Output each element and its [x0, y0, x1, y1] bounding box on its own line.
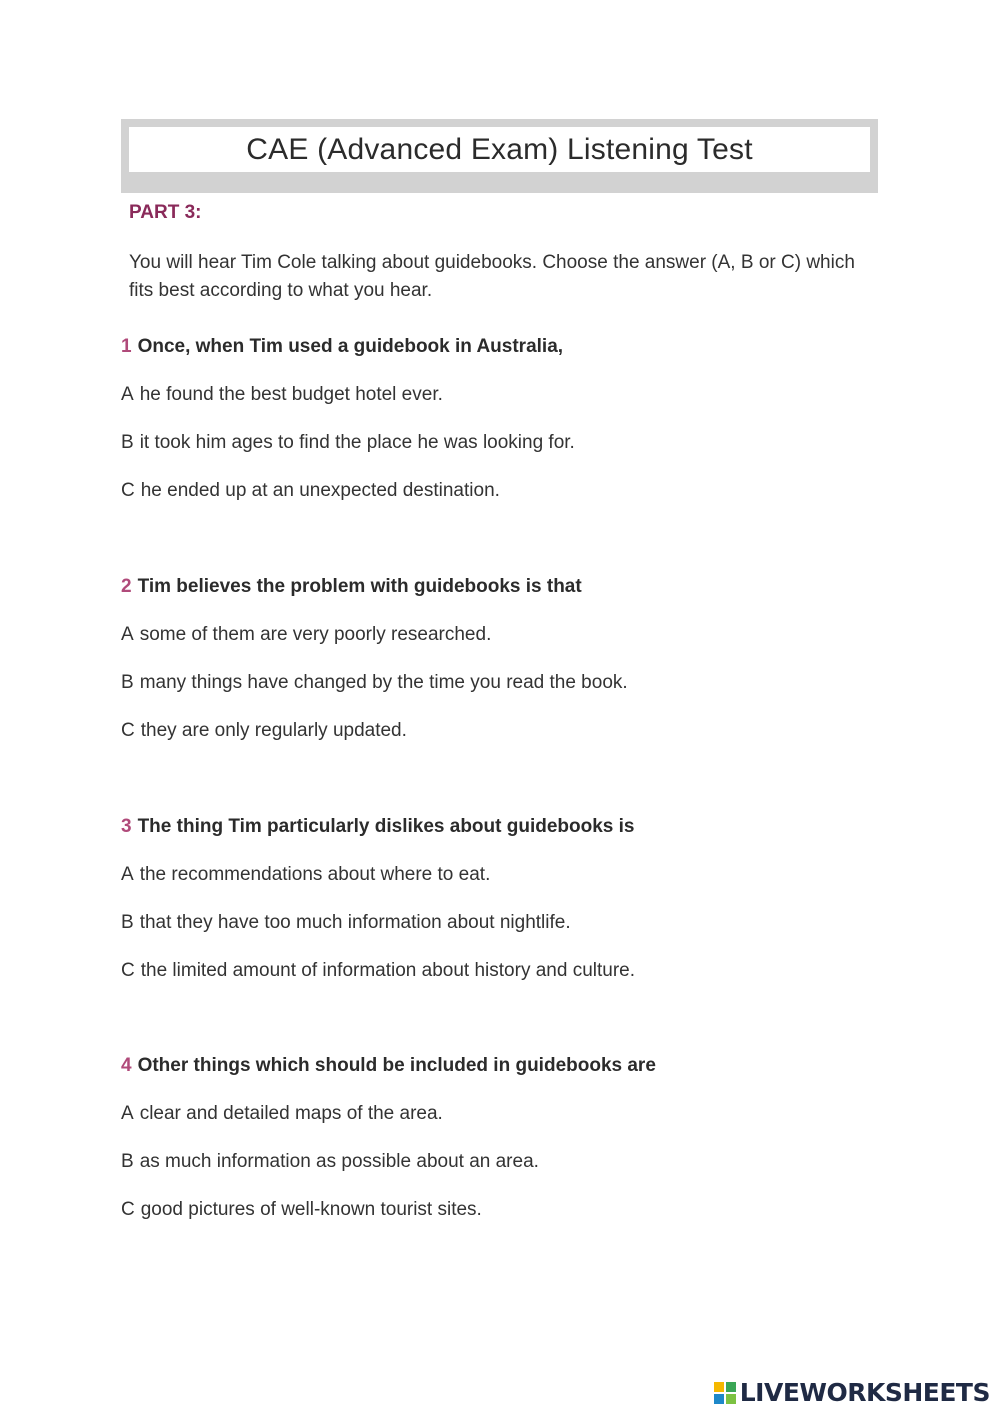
question-text: Tim believes the problem with guidebooks is that: [137, 576, 582, 597]
option-letter: C: [121, 720, 135, 741]
logo-text: LIVEWORKSHEETS: [739, 1378, 990, 1407]
option-b[interactable]: [121, 431, 881, 455]
option-letter: B: [121, 912, 134, 933]
option-text: he found the best budget hotel ever.: [139, 384, 443, 405]
question-3: [121, 815, 881, 983]
option-a[interactable]: [121, 1102, 881, 1126]
question-number: 2: [121, 576, 132, 597]
question-number: 4: [121, 1055, 132, 1076]
option-letter: B: [121, 672, 134, 693]
question-4: [121, 1054, 881, 1222]
option-b[interactable]: [121, 911, 881, 935]
question-text: Other things which should be included in guidebooks are: [137, 1055, 656, 1076]
option-letter: C: [121, 480, 135, 501]
title-box: [121, 119, 878, 193]
liveworksheets-logo: [714, 1378, 990, 1407]
instructions: You will hear Tim Cole talking about guidebooks. Choose the answer (A, B or C) which fits best according to what you hear.: [129, 252, 855, 301]
option-text: the recommendations about where to eat.: [139, 864, 491, 885]
option-a[interactable]: [121, 863, 881, 887]
option-text: clear and detailed maps of the area.: [139, 1103, 443, 1124]
option-a[interactable]: [121, 623, 881, 647]
option-c[interactable]: [121, 719, 881, 743]
option-letter: A: [121, 864, 134, 885]
option-c[interactable]: [121, 479, 881, 503]
option-text: good pictures of well-known tourist sites.: [140, 1199, 482, 1220]
option-c[interactable]: [121, 1198, 881, 1222]
option-letter: A: [121, 384, 134, 405]
page-title: CAE (Advanced Exam) Listening Test: [129, 127, 870, 172]
option-letter: B: [121, 1151, 134, 1172]
option-letter: A: [121, 1103, 134, 1124]
option-text: he ended up at an unexpected destination.: [140, 480, 500, 501]
option-text: some of them are very poorly researched.: [139, 624, 492, 645]
option-text: the limited amount of information about history and culture.: [140, 960, 636, 981]
part-label: PART 3:: [129, 202, 202, 223]
question-number: 1: [121, 336, 132, 357]
option-text: they are only regularly updated.: [140, 720, 407, 741]
option-letter: A: [121, 624, 134, 645]
option-text: that they have too much information about nightlife.: [139, 912, 571, 933]
option-text: it took him ages to find the place he was looking for.: [139, 432, 575, 453]
option-c[interactable]: [121, 959, 881, 983]
option-b[interactable]: [121, 671, 881, 695]
question-number: 3: [121, 816, 132, 837]
option-b[interactable]: [121, 1150, 881, 1174]
option-letter: B: [121, 432, 134, 453]
question-text: Once, when Tim used a guidebook in Australia,: [137, 336, 564, 357]
option-a[interactable]: [121, 383, 881, 407]
option-text: as much information as possible about an area.: [139, 1151, 539, 1172]
question-2: [121, 575, 881, 743]
option-letter: C: [121, 960, 135, 981]
option-letter: C: [121, 1199, 135, 1220]
question-1: [121, 335, 881, 503]
option-text: many things have changed by the time you read the book.: [139, 672, 628, 693]
question-text: The thing Tim particularly dislikes about guidebooks is: [137, 816, 635, 837]
liveworksheets-logo-icon: [714, 1382, 736, 1404]
